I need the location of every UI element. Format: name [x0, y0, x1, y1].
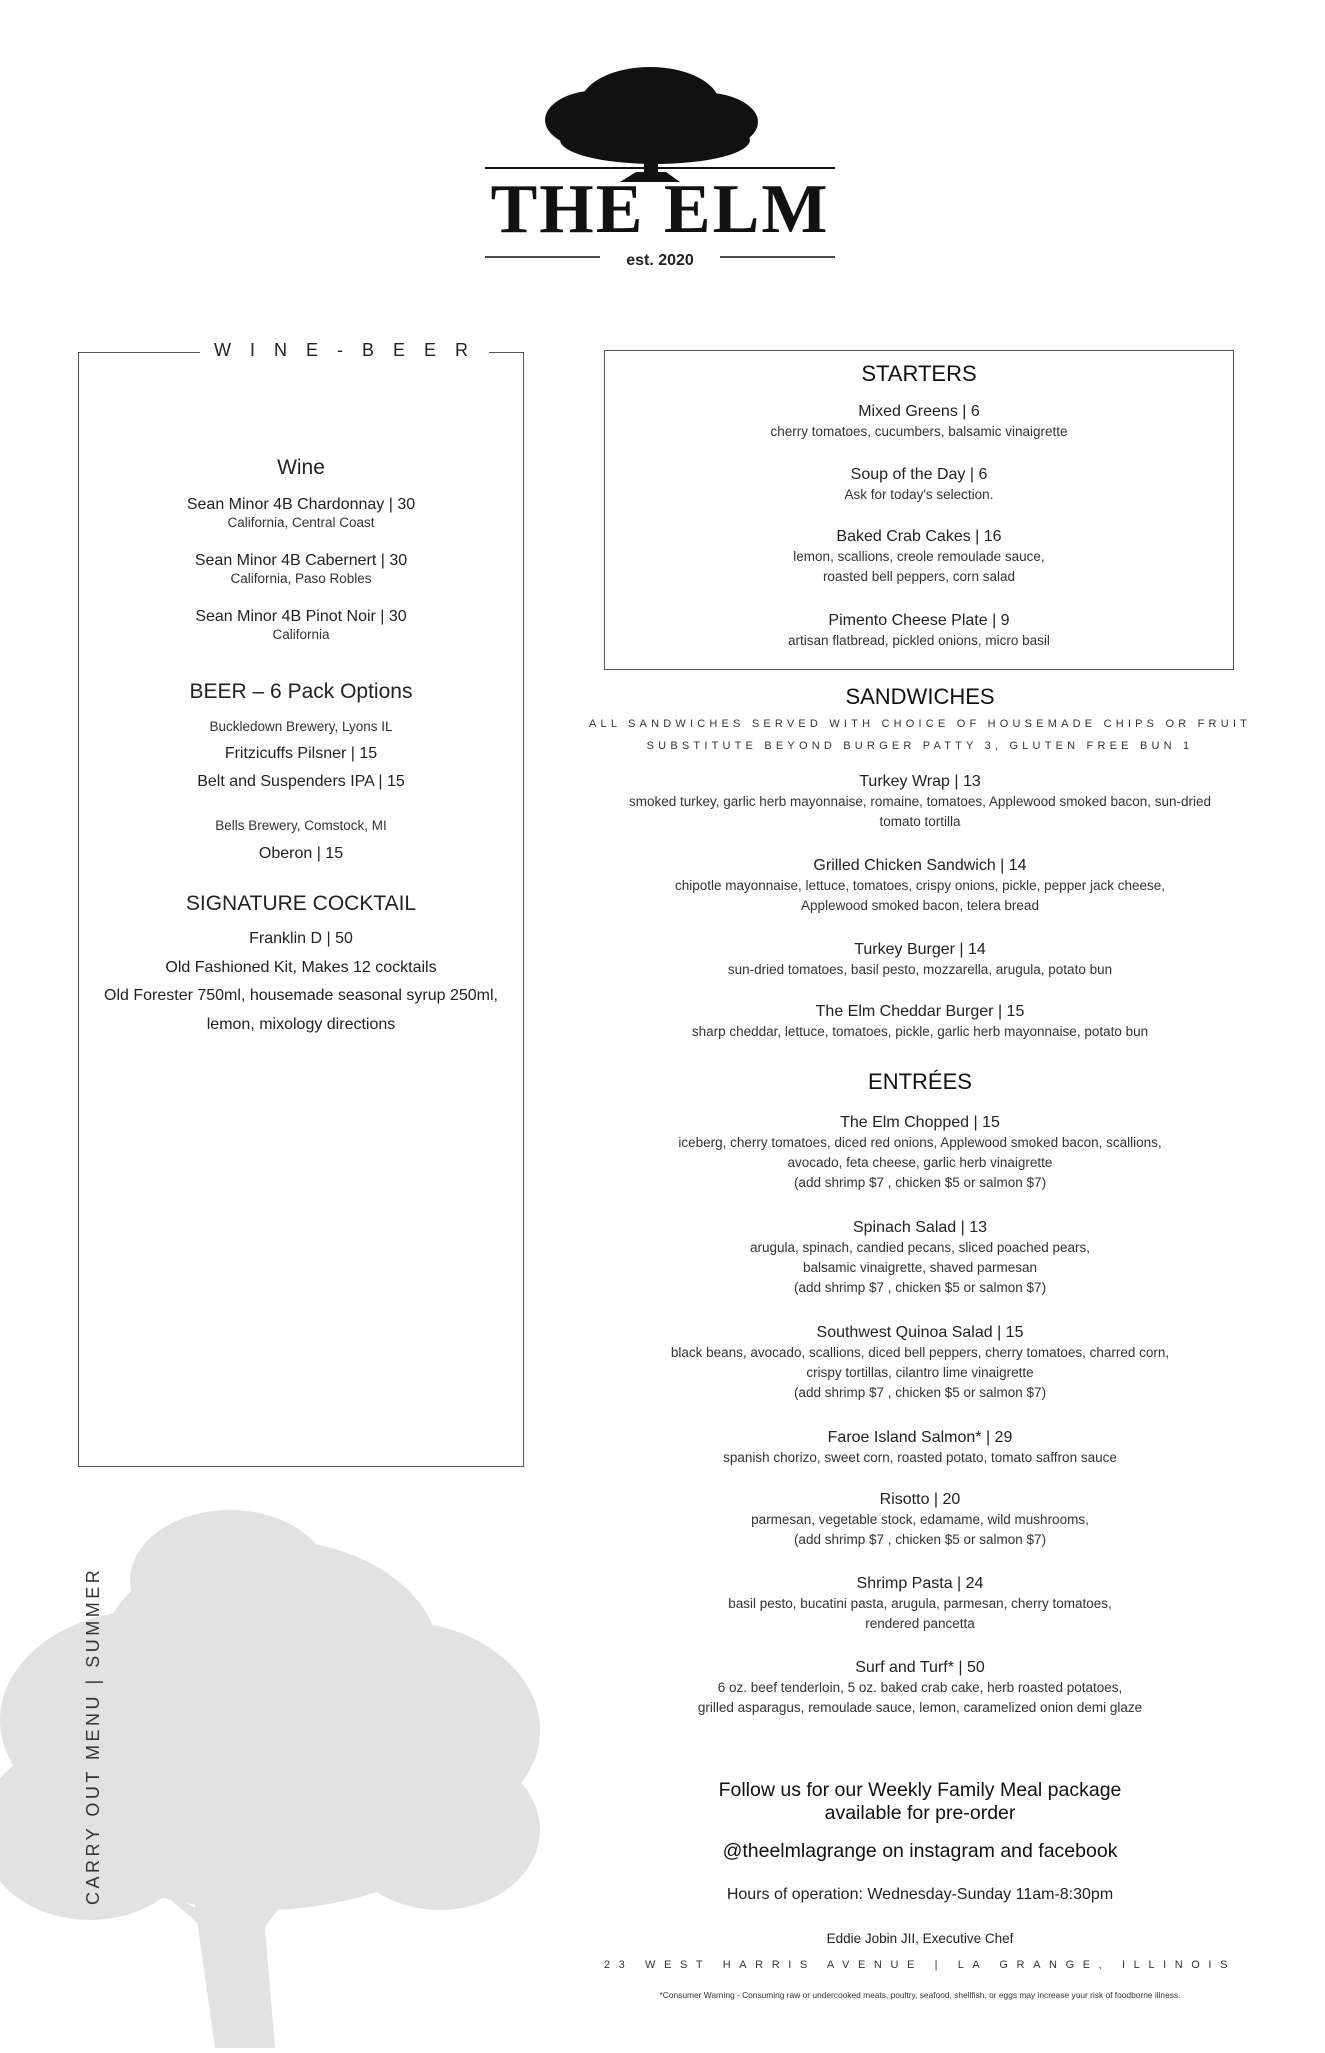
brewery-name: Bells Brewery, Comstock, MI — [215, 818, 387, 833]
side-menu-label: CARRY OUT MENU | SUMMER — [83, 1566, 103, 1905]
item-description: sharp cheddar, lettuce, tomatoes, pickle, garlic herb mayonnaise, potato bun — [691, 1024, 1149, 1039]
menu-item — [560, 1427, 1280, 1468]
menu-item — [604, 401, 1234, 442]
brand-established: est. 2020 — [626, 252, 694, 269]
item-description: roasted bell peppers, corn salad — [822, 569, 1016, 584]
menu-item — [604, 526, 1234, 587]
beer-item: Fritzicuffs Pilsner | 15 — [224, 745, 378, 762]
social-handle: @theelmlagrange on instagram and facebook — [722, 1840, 1118, 1862]
menu-item — [560, 1489, 1280, 1550]
cocktail-line: Old Forester 750ml, housemade seasonal syrup 250ml, — [104, 987, 498, 1004]
item-name: Baked Crab Cakes | 16 — [836, 528, 1002, 545]
beer-item: Oberon | 15 — [258, 845, 344, 862]
item-description: (add shrimp $7 , chicken $5 or salmon $7) — [793, 1175, 1047, 1190]
menu-item — [604, 610, 1234, 651]
item-name: Surf and Turf* | 50 — [855, 1659, 985, 1676]
menu-item — [560, 855, 1280, 916]
item-description: sun-dried tomatoes, basil pesto, mozzarella, arugula, potato bun — [727, 962, 1113, 977]
item-description: lemon, scallions, creole remoulade sauce, — [793, 549, 1045, 564]
item-description: arugula, spinach, candied pecans, sliced poached pears, — [750, 1240, 1090, 1255]
item-description: (add shrimp $7 , chicken $5 or salmon $7) — [793, 1280, 1047, 1295]
background-tree-illustration — [0, 1490, 540, 2048]
item-description: Applewood smoked bacon, telera bread — [801, 898, 1039, 913]
cocktail-heading: SIGNATURE COCKTAIL — [185, 892, 417, 915]
item-name: Risotto | 20 — [879, 1491, 961, 1508]
brand-title: THE ELM — [490, 171, 830, 248]
wine-origin: California — [272, 627, 330, 642]
item-description: crispy tortillas, cilantro lime vinaigrette — [806, 1365, 1034, 1380]
item-name: Soup of the Day | 6 — [850, 466, 988, 483]
wine-item — [78, 552, 524, 586]
logo — [480, 60, 840, 275]
item-name: Faroe Island Salmon* | 29 — [827, 1429, 1013, 1446]
executive-chef: Eddie Jobin JII, Executive Chef — [826, 1931, 1014, 1946]
item-name: Grilled Chicken Sandwich | 14 — [813, 857, 1027, 874]
wine-origin: California, Central Coast — [227, 515, 375, 530]
entrees-heading: ENTRÉES — [868, 1069, 972, 1094]
wine-heading: Wine — [277, 456, 325, 479]
address: 23 WEST HARRIS AVENUE | LA GRANGE, ILLINOIS — [603, 1959, 1237, 1971]
menu-item — [560, 1657, 1280, 1718]
wine-name: Sean Minor 4B Cabernert | 30 — [194, 552, 408, 569]
wine-item — [78, 608, 524, 642]
beer-item: Belt and Suspenders IPA | 15 — [197, 773, 405, 790]
sandwiches-note: SUBSTITUTE BEYOND BURGER PATTY 3, GLUTEN FREE BUN 1 — [646, 740, 1194, 752]
menu-item — [560, 1322, 1280, 1403]
item-description: parmesan, vegetable stock, edamame, wild mushrooms, — [751, 1512, 1089, 1527]
wine-beer-title: W I N E - B E E R — [200, 340, 489, 361]
sandwiches-heading: SANDWICHES — [845, 684, 995, 709]
wine-name: Sean Minor 4B Chardonnay | 30 — [186, 496, 416, 513]
menu-item — [560, 1112, 1280, 1193]
item-description: (add shrimp $7 , chicken $5 or salmon $7) — [793, 1532, 1047, 1547]
hours-of-operation: Hours of operation: Wednesday-Sunday 11am-8:30pm — [726, 1886, 1114, 1903]
cocktail-line: Old Fashioned Kit, Makes 12 cocktails — [165, 958, 437, 976]
item-name: The Elm Chopped | 15 — [840, 1114, 1000, 1131]
follow-line: available for pre-order — [824, 1802, 1016, 1824]
follow-line: Follow us for our Weekly Family Meal package — [718, 1779, 1122, 1801]
item-name: Mixed Greens | 6 — [858, 403, 980, 420]
item-description: avocado, feta cheese, garlic herb vinaigrette — [787, 1155, 1053, 1170]
item-name: The Elm Cheddar Burger | 15 — [815, 1003, 1025, 1020]
item-description: rendered pancetta — [865, 1616, 975, 1631]
follow-promo — [560, 1779, 1280, 1825]
starters-heading: STARTERS — [861, 361, 977, 386]
item-name: Southwest Quinoa Salad | 15 — [816, 1324, 1024, 1341]
item-name: Turkey Wrap | 13 — [859, 773, 981, 790]
cocktail-line: Franklin D | 50 — [249, 930, 353, 947]
item-description: tomato tortilla — [879, 814, 961, 829]
item-description: spanish chorizo, sweet corn, roasted potato, tomato saffron sauce — [723, 1450, 1117, 1465]
item-description: chipotle mayonnaise, lettuce, tomatoes, crispy onions, pickle, pepper jack cheese, — [674, 878, 1165, 893]
item-name: Turkey Burger | 14 — [854, 941, 986, 958]
beer-heading: BEER – 6 Pack Options — [189, 680, 413, 703]
menu-item — [560, 1217, 1280, 1298]
item-description: grilled asparagus, remoulade sauce, lemon, caramelized onion demi glaze — [697, 1700, 1143, 1715]
wine-name: Sean Minor 4B Pinot Noir | 30 — [195, 608, 407, 625]
item-description: basil pesto, bucatini pasta, arugula, parmesan, cherry tomatoes, — [728, 1596, 1112, 1611]
cocktail-details — [78, 925, 524, 1039]
item-description: cherry tomatoes, cucumbers, balsamic vinaigrette — [770, 424, 1068, 439]
sandwiches-note: ALL SANDWICHES SERVED WITH CHOICE OF HOUSEMADE CHIPS OR FRUIT — [588, 718, 1252, 730]
consumer-warning: *Consumer Warning - Consuming raw or undercooked meats, poultry, seafood, shellfish, or eggs may increase your risk of foodborne illness. — [659, 1990, 1181, 2000]
item-description: Ask for today's selection. — [844, 487, 994, 502]
item-description: (add shrimp $7 , chicken $5 or salmon $7) — [793, 1385, 1047, 1400]
item-description: 6 oz. beef tenderloin, 5 oz. baked crab cake, herb roasted potatoes, — [717, 1680, 1123, 1695]
wine-origin: California, Paso Robles — [230, 571, 372, 586]
menu-item — [560, 1001, 1280, 1042]
item-description: artisan flatbread, pickled onions, micro basil — [788, 633, 1050, 648]
item-description: iceberg, cherry tomatoes, diced red onions, Applewood smoked bacon, scallions, — [678, 1135, 1162, 1150]
menu-item — [560, 939, 1280, 980]
cocktail-line: lemon, mixology directions — [206, 1015, 396, 1033]
item-description: balsamic vinaigrette, shaved parmesan — [802, 1260, 1038, 1275]
item-name: Pimento Cheese Plate | 9 — [828, 612, 1010, 629]
item-description: smoked turkey, garlic herb mayonnaise, romaine, tomatoes, Applewood smoked bacon, sun-dried — [628, 794, 1212, 809]
wine-item — [78, 496, 524, 530]
menu-item — [604, 464, 1234, 505]
item-description: black beans, avocado, scallions, diced bell peppers, cherry tomatoes, charred corn, — [670, 1345, 1170, 1360]
menu-item — [560, 1573, 1280, 1634]
menu-item — [560, 771, 1280, 832]
item-name: Spinach Salad | 13 — [852, 1219, 988, 1236]
item-name: Shrimp Pasta | 24 — [856, 1575, 984, 1592]
brewery-name: Buckledown Brewery, Lyons IL — [209, 719, 393, 734]
